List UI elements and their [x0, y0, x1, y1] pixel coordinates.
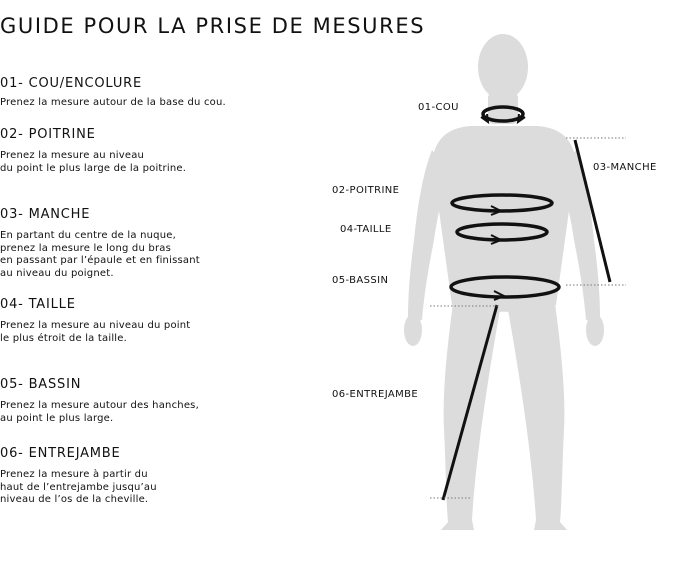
- label-entrejambe: 06-ENTREJAMBE: [332, 389, 419, 400]
- step-01-text: Prenez la mesure autour de la base du cou.: [0, 97, 226, 108]
- head-shape: [478, 34, 528, 100]
- left-arm-shape: [408, 150, 448, 320]
- page-title: GUIDE POUR LA PRISE DE MESURES: [0, 14, 426, 38]
- label-bassin: 05-BASSIN: [332, 275, 389, 286]
- step-03-heading: 03- MANCHE: [0, 207, 91, 222]
- step-05-heading: 05- BASSIN: [0, 377, 82, 392]
- step-03-text: En partant du centre de la nuque, prenez la mesure le long du bras en passant par l’épaule et en finissant au niveau du poignet.: [0, 230, 200, 279]
- step-06-heading: 06- ENTREJAMBE: [0, 446, 121, 461]
- step-01-heading: 01- COU/ENCOLURE: [0, 76, 142, 91]
- step-06-text: Prenez la mesure à partir du haut de l’entrejambe jusqu’au niveau de l’os de la cheville.: [0, 469, 157, 505]
- step-04-heading: 04- TAILLE: [0, 297, 76, 312]
- right-arm-shape: [560, 150, 600, 320]
- step-04-text: Prenez la mesure au niveau du point le plus étroit de la taille.: [0, 320, 191, 344]
- label-taille: 04-TAILLE: [340, 224, 392, 235]
- step-05-text: Prenez la mesure autour des hanches, au point le plus large.: [0, 400, 199, 424]
- label-poitrine: 02-POITRINE: [332, 185, 400, 196]
- right-hand-shape: [586, 314, 604, 346]
- label-cou: 01-COU: [418, 102, 459, 113]
- label-manche: 03-MANCHE: [593, 162, 657, 173]
- right-leg-shape: [508, 296, 567, 530]
- left-hand-shape: [404, 314, 422, 346]
- step-02-heading: 02- POITRINE: [0, 127, 96, 142]
- step-02-text: Prenez la mesure au niveau du point le plus large de la poitrine.: [0, 150, 187, 174]
